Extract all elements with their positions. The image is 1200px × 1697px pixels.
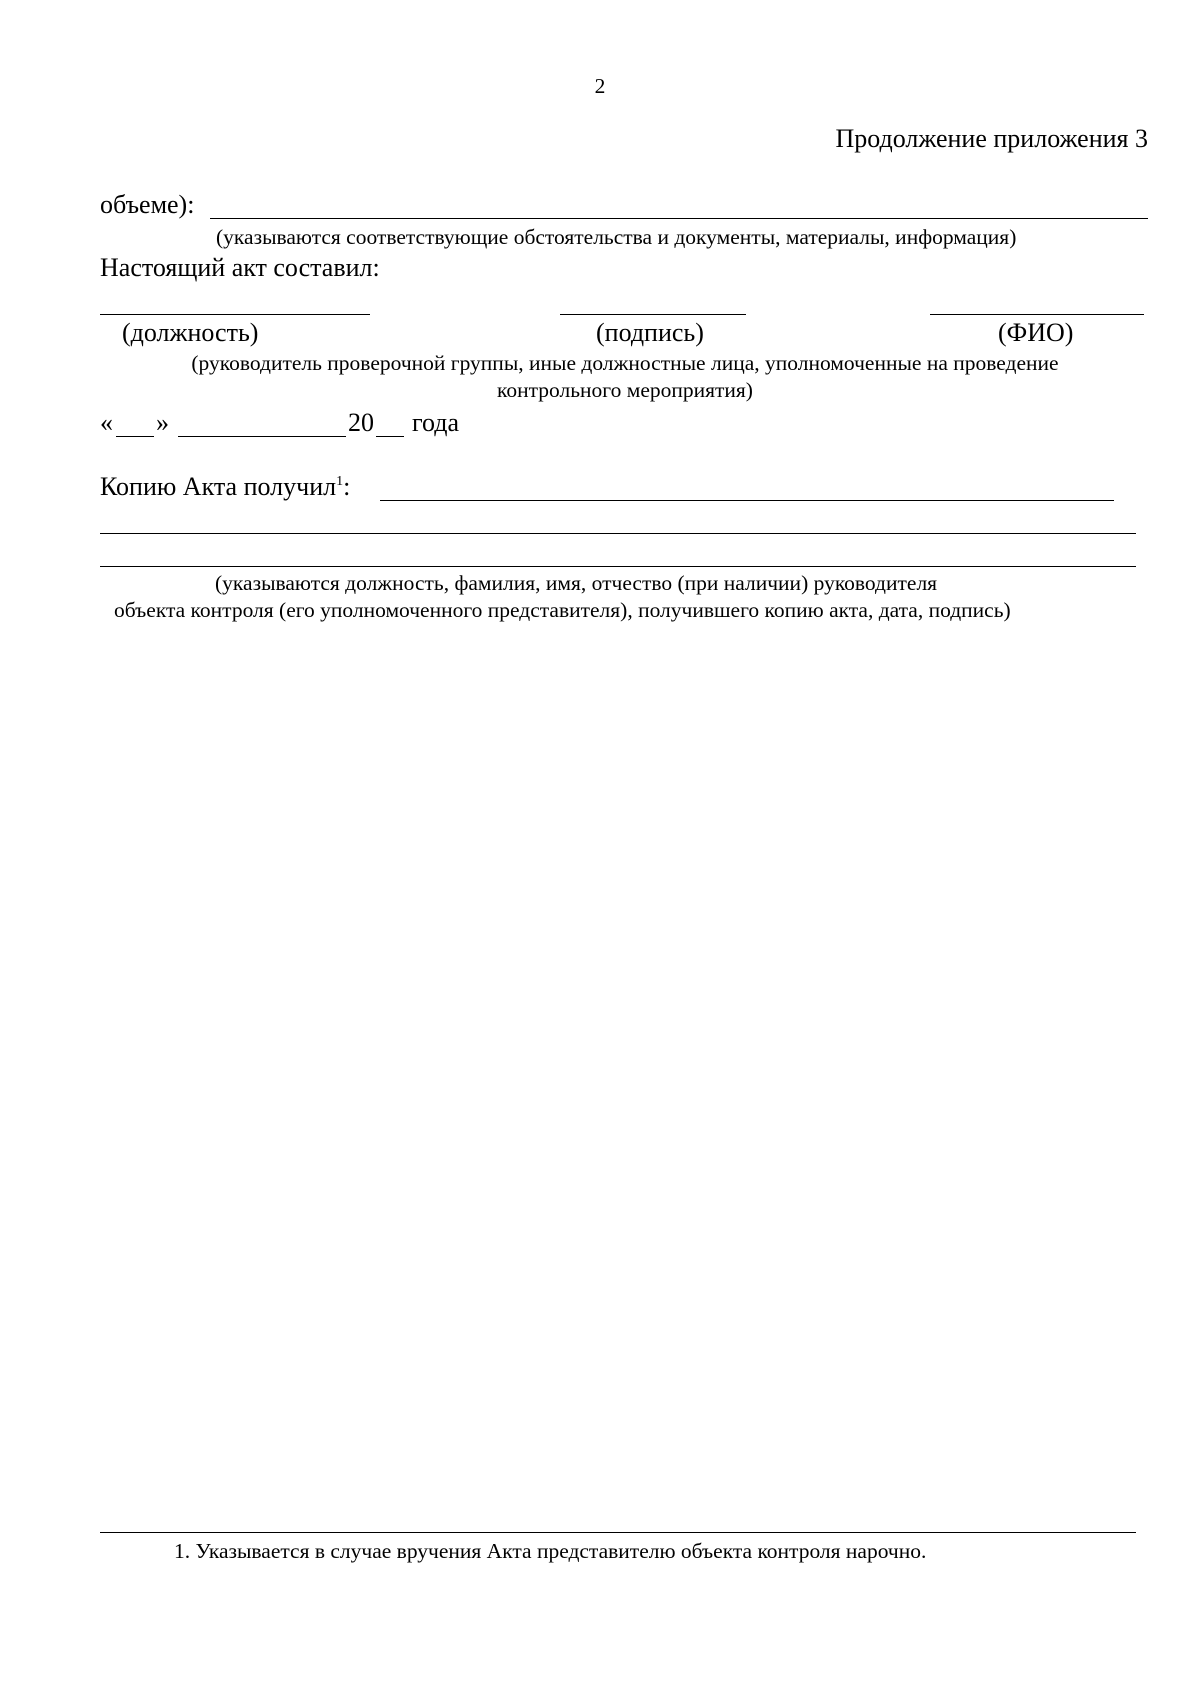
scope-label: объеме): — [100, 190, 195, 219]
date-close-quote: » — [156, 408, 169, 437]
composed-caption-line2: контрольного мероприятия) — [497, 378, 753, 402]
footnote-separator — [100, 1532, 1136, 1533]
copy-fill-line-1[interactable] — [380, 500, 1114, 501]
composed-caption-line1: (руководитель проверочной группы, иные должностные лица, уполномоченные на проведение — [191, 351, 1059, 375]
date-year-word: года — [412, 408, 460, 437]
copy-label-colon: : — [343, 472, 351, 501]
fio-label: (ФИО) — [998, 318, 1074, 347]
position-label: (должность) — [122, 318, 259, 347]
copy-received-label — [100, 472, 350, 502]
signature-label: (подпись) — [596, 318, 704, 347]
fio-fill-line[interactable] — [930, 314, 1144, 315]
footnote-ref: 1 — [336, 474, 344, 489]
copy-label-text: Копию Акта получил — [100, 472, 337, 501]
page-number: 2 — [594, 74, 606, 98]
date-day-fill[interactable] — [116, 436, 154, 437]
date-month-fill[interactable] — [178, 436, 346, 437]
scope-caption: (указываются соответствующие обстоятельства и документы, материалы, информация) — [216, 225, 1017, 249]
date-century: 20 — [348, 408, 374, 437]
copy-fill-line-3[interactable] — [100, 566, 1136, 567]
date-open-quote: « — [100, 408, 113, 437]
copy-fill-line-2[interactable] — [100, 533, 1136, 534]
appendix-continuation-header: Продолжение приложения 3 — [835, 124, 1148, 153]
date-year-fill[interactable] — [376, 436, 404, 437]
scope-fill-line[interactable] — [210, 218, 1148, 219]
position-fill-line[interactable] — [100, 314, 370, 315]
composed-heading: Настоящий акт составил: — [100, 253, 380, 282]
signature-fill-line[interactable] — [560, 314, 746, 315]
footnote-text: 1. Указывается в случае вручения Акта представителю объекта контроля нарочно. — [174, 1539, 927, 1563]
copy-caption-line2: объекта контроля (его уполномоченного представителя), получившего копию акта, дата, подпись) — [114, 598, 1011, 622]
copy-caption-line1: (указываются должность, фамилия, имя, отчество (при наличии) руководителя — [215, 571, 938, 595]
